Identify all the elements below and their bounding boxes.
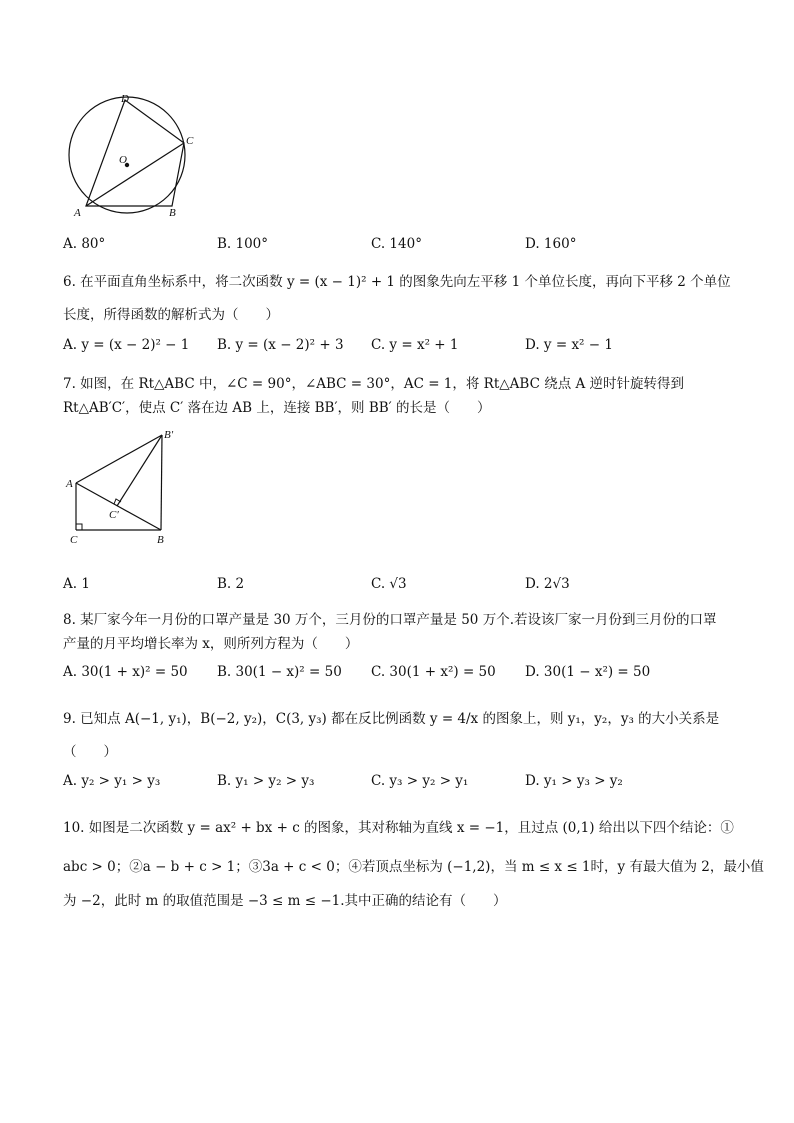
q5-label-o: O [119, 154, 127, 166]
q5-label-a: A [74, 207, 81, 219]
q7-label-b-prime: B′ [164, 429, 174, 441]
q8-option-a[interactable]: A. 30(1 + x)² = 50 [63, 664, 188, 680]
q9-option-d[interactable]: D. y₁ > y₃ > y₂ [525, 773, 623, 789]
q5-label-d: D [121, 93, 129, 105]
q9-stem-line2: （ ） [63, 744, 117, 760]
q5-circle-figure [60, 90, 200, 220]
q9-option-a[interactable]: A. y₂ > y₁ > y₃ [63, 773, 161, 789]
q5-option-c[interactable]: C. 140° [371, 236, 422, 252]
q7-stem-line1: 7. 如图，在 Rt△ABC 中，∠C = 90°，∠ABC = 30°，AC = 1，将 Rt△ABC 绕点 A 逆时针旋转得到 [63, 376, 685, 392]
q6-option-a[interactable]: A. y = (x − 2)² − 1 [63, 337, 190, 353]
q10-stem-line2: abc > 0；②a − b + c > 1；③3a + c < 0；④若顶点坐标为 (−1,2)，当 m ≤ x ≤ 1时，y 有最大值为 2，最小值 [63, 859, 764, 875]
q7-option-b[interactable]: B. 2 [217, 576, 245, 592]
q6-option-d[interactable]: D. y = x² − 1 [525, 337, 613, 353]
q6-option-b[interactable]: B. y = (x − 2)² + 3 [217, 337, 344, 353]
q7-stem-line2: Rt△AB′C′，使点 C′ 落在边 AB 上，连接 BB′，则 BB′ 的长是（ ） [63, 400, 491, 416]
q7-option-d[interactable]: D. 2√3 [525, 576, 570, 592]
q7-option-a[interactable]: A. 1 [63, 576, 90, 592]
q9-option-c[interactable]: C. y₃ > y₂ > y₁ [371, 773, 469, 789]
q7-label-a: A [66, 478, 73, 490]
q6-option-c[interactable]: C. y = x² + 1 [371, 337, 459, 353]
q8-option-d[interactable]: D. 30(1 − x²) = 50 [525, 664, 651, 680]
q8-option-c[interactable]: C. 30(1 + x²) = 50 [371, 664, 496, 680]
q5-option-a[interactable]: A. 80° [63, 236, 106, 252]
q5-label-c: C [186, 135, 194, 147]
q10-stem-line1: 10. 如图是二次函数 y = ax² + bx + c 的图象，其对称轴为直线 x = −1，且过点 (0,1) 给出以下四个结论：① [63, 820, 734, 836]
q5-label-b: B [169, 207, 176, 219]
q7-label-c: C [70, 534, 78, 546]
q7-option-c[interactable]: C. √3 [371, 576, 407, 592]
q5-option-b[interactable]: B. 100° [217, 236, 269, 252]
q9-stem-line1: 9. 已知点 A(−1, y₁)，B(−2, y₂)，C(3, y₃) 都在反比例函数 y = 4/x 的图象上，则 y₁，y₂，y₃ 的大小关系是 [63, 711, 720, 727]
q7-label-c-prime: C′ [109, 509, 119, 521]
q10-stem-line3: 为 −2，此时 m 的取值范围是 −3 ≤ m ≤ −1.其中正确的结论有（ ） [63, 893, 507, 909]
q9-option-b[interactable]: B. y₁ > y₂ > y₃ [217, 773, 315, 789]
q5-option-d[interactable]: D. 160° [525, 236, 577, 252]
q8-option-b[interactable]: B. 30(1 − x)² = 50 [217, 664, 342, 680]
q6-stem-line1: 6. 在平面直角坐标系中，将二次函数 y = (x − 1)² + 1 的图象先向左平移 1 个单位长度，再向下平移 2 个单位 [63, 274, 731, 290]
q8-stem-line2: 产量的月平均增长率为 x，则所列方程为（ ） [63, 636, 359, 652]
q7-triangle-figure [60, 425, 185, 550]
q8-stem-line1: 8. 某厂家今年一月份的口罩产量是 30 万个，三月份的口罩产量是 50 万个.若设该厂家一月份到三月份的口罩 [63, 612, 717, 628]
q7-label-b: B [157, 534, 164, 546]
q6-stem-line2: 长度，所得函数的解析式为（ ） [63, 307, 279, 323]
